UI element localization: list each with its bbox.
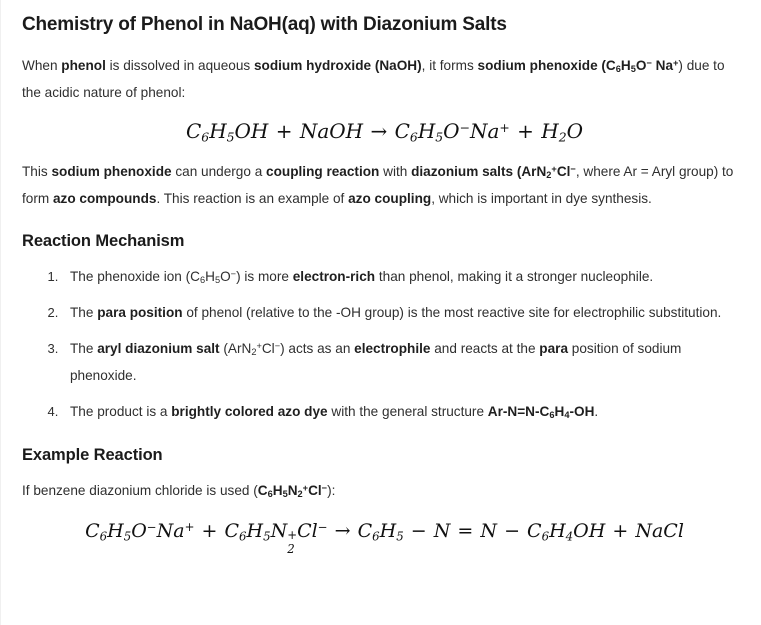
eq2-d-h-sub: 4	[565, 529, 574, 544]
step2-text-1: The	[70, 305, 98, 321]
eq2-arrow: →	[334, 520, 351, 543]
p2-text-6: , which is important in dye synthesis.	[431, 190, 652, 206]
eq1-rhs-c-sub: 6	[409, 129, 418, 145]
step3-text-3: ) acts as an	[280, 341, 355, 357]
eq1-rhs-c: C	[394, 118, 410, 143]
step1-sup-minus: −	[230, 269, 237, 280]
step3-bold-aryl-salt: aryl diazonium salt	[97, 341, 220, 357]
step1-sub-6: 6	[199, 275, 206, 286]
intro-bold-phenol: phenol	[61, 57, 106, 73]
example-h: H	[272, 482, 283, 498]
diazonium-sub-2: 2	[546, 169, 552, 180]
eq2-d-c-sub: 6	[541, 529, 550, 544]
phenoxide-sub-5: 5	[630, 63, 636, 74]
coupling-paragraph	[22, 159, 747, 213]
equation-phenoxide-formation	[22, 119, 747, 143]
eq2-a-h-sub: 5	[123, 529, 132, 544]
step2-text-2: of phenol (relative to the -OH group) is the most reactive site for electrophilic substitution.	[182, 305, 722, 321]
eq2-c-c-sub: 6	[372, 529, 380, 544]
p2-text-5: . This reaction is an example of	[156, 190, 349, 206]
left-edge-rule	[0, 0, 1, 625]
eq1-c-sub: 6	[201, 129, 210, 145]
equation-azo-coupling	[22, 520, 747, 557]
eq1-rhs-na: Na	[469, 118, 500, 143]
step4-text-1: The product is a	[70, 403, 172, 419]
eq1-naoh: NaOH	[299, 118, 364, 143]
step3-bold-electrophile: electrophile	[354, 341, 431, 357]
step1-text-3: than phenol, making it a stronger nucleophile.	[375, 269, 654, 285]
eq2-a-na-sup: +	[184, 520, 195, 535]
eq1-rhs-h: H	[417, 118, 436, 143]
phenoxide-sup-minus: −	[646, 57, 652, 68]
example-text-1: If benzene diazonium chloride is used (	[22, 482, 258, 498]
p2-bold-azo-compounds: azo compounds	[52, 190, 157, 206]
diazonium-cl: Cl	[556, 163, 571, 179]
phenoxide-pre: sodium phenoxide (C	[477, 57, 616, 73]
step4-bold-structure	[488, 404, 595, 419]
eq1-c: C	[185, 118, 202, 143]
eq2-c-h: H	[379, 520, 397, 543]
eq2-n-1: N	[433, 520, 451, 543]
mechanism-list	[22, 264, 747, 426]
intro-bold-phenoxide	[478, 58, 679, 73]
eq2-a-na: Na	[156, 520, 185, 543]
example-sup-plus: +	[302, 482, 309, 493]
eq2-a-o: O	[131, 520, 147, 543]
eq2-a-c: C	[85, 520, 100, 543]
step3-text-2: (ArN	[219, 341, 252, 357]
eq2-equals: =	[457, 520, 474, 543]
step3-cl: Cl	[261, 341, 275, 357]
example-lead-paragraph	[22, 478, 747, 505]
intro-bold-naoh: sodium hydroxide (NaOH)	[253, 57, 422, 73]
example-sub-5: 5	[282, 488, 288, 499]
step1-text-2: ) is more	[236, 269, 293, 285]
step2-bold-para-position: para position	[97, 305, 183, 321]
intro-text-4: ) due to the acidic nature of phenol:	[22, 57, 725, 100]
phenoxide-sub-6: 6	[615, 63, 621, 74]
eq2-b-h: H	[246, 520, 264, 543]
list-item	[62, 399, 747, 426]
eq1-h2o-o: O	[566, 118, 584, 143]
eq2-b-cl: Cl	[297, 520, 318, 543]
step3-sup-minus: −	[274, 341, 281, 352]
list-item	[62, 300, 747, 327]
eq2-plus-2: +	[612, 520, 629, 543]
page-title: Chemistry of Phenol in NaOH(aq) with Diazonium Salts	[22, 14, 507, 35]
p2-text-3: with	[379, 163, 412, 179]
eq2-b-c-sub: 6	[239, 529, 247, 544]
eq2-d-oh: OH	[573, 520, 606, 543]
example-sup-minus: −	[321, 482, 328, 493]
step3-text-4: and reacts at the	[430, 341, 540, 357]
intro-text-3: , it forms	[421, 57, 478, 73]
eq1-oh: OH	[234, 118, 269, 143]
intro-paragraph	[22, 53, 747, 107]
list-item	[62, 264, 747, 291]
example-cl: Cl	[308, 482, 322, 498]
structure-end: -OH	[569, 403, 595, 419]
structure-sub-6: 6	[549, 409, 555, 420]
p2-text-2: can undergo a	[171, 163, 267, 179]
example-text-2: ):	[327, 482, 336, 498]
eq2-b-n-sup: +	[287, 528, 298, 543]
eq1-h: H	[209, 118, 227, 143]
step3-sub-2: 2	[251, 347, 257, 358]
step4-bold-azo-dye: brightly colored azo dye	[171, 403, 328, 419]
example-n: N	[287, 482, 298, 498]
diazonium-pre: diazonium salts (ArN	[411, 163, 547, 179]
p2-text-4: , where Ar = Aryl group) to form	[22, 163, 734, 206]
phenoxide-o: O	[635, 57, 647, 73]
list-item	[62, 336, 747, 390]
eq2-a-h: H	[107, 520, 124, 543]
eq2-dash-1: −	[410, 520, 427, 543]
structure-h: H	[554, 403, 565, 419]
eq1-h-sub: 5	[226, 129, 235, 145]
eq2-a-o-sup: −	[146, 520, 157, 535]
step3-sup-plus: +	[256, 341, 262, 352]
step1-bold-electron-rich: electron-rich	[292, 269, 376, 285]
eq2-b-n: N	[270, 520, 288, 543]
eq2-b-c: C	[224, 520, 240, 543]
step4-text-3: .	[594, 403, 599, 419]
example-sub-6: 6	[267, 488, 273, 499]
step4-text-2: with the general structure	[327, 403, 488, 419]
p2-bold-phenoxide: sodium phenoxide	[51, 163, 172, 179]
eq2-n-2: N	[480, 520, 498, 543]
eq2-b-n-sub: 2	[287, 542, 295, 557]
step1-sub-5: 5	[214, 275, 221, 286]
eq1-rhs-h-sub: 5	[435, 129, 444, 145]
eq2-b-h-sub: 5	[263, 529, 271, 544]
p2-bold-azo-coupling: azo coupling	[348, 190, 432, 206]
step1-text-1: The phenoxide ion (C	[70, 269, 200, 285]
eq2-plus-1: +	[201, 520, 218, 543]
eq1-plus-1: +	[275, 118, 293, 143]
eq1-plus-2: +	[517, 118, 534, 143]
example-sub-2: 2	[297, 488, 303, 499]
p2-text-1: This	[22, 163, 52, 179]
diazonium-sup-minus: −	[570, 163, 576, 174]
eq2-c-c: C	[357, 520, 373, 543]
section-title-mechanism: Reaction Mechanism	[22, 232, 185, 251]
step3-text-1: The	[70, 341, 98, 357]
example-bold-formula	[258, 483, 327, 498]
eq1-rhs-o-sup: −	[459, 119, 470, 135]
eq1-arrow: →	[370, 118, 388, 143]
phenoxide-na: Na	[651, 57, 674, 73]
eq2-a-c-sub: 6	[99, 529, 108, 544]
diazonium-sup-plus: +	[551, 163, 557, 174]
step1-o: O	[220, 269, 231, 285]
eq1-h2o-sub: 2	[558, 129, 567, 145]
structure-pre: Ar-N=N-C	[487, 403, 550, 419]
p2-bold-coupling: coupling reaction	[266, 163, 380, 179]
eq1-rhs-na-sup: +	[499, 119, 510, 135]
step3-text-5: position of sodium phenoxide.	[70, 341, 682, 383]
eq2-nacl: NaCl	[635, 520, 684, 543]
section-title-example: Example Reaction	[22, 445, 163, 464]
structure-sub-4: 4	[564, 409, 570, 420]
eq2-d-h: H	[549, 520, 566, 543]
eq1-h2o-h: H	[541, 118, 559, 143]
example-c: C	[257, 482, 268, 498]
intro-text-1: When	[22, 57, 62, 73]
eq2-c-h-sub: 5	[396, 529, 404, 544]
eq2-d-c: C	[527, 520, 542, 543]
phenoxide-sup-plus: +	[673, 57, 679, 68]
phenoxide-h: H	[620, 57, 631, 73]
eq1-rhs-o: O	[443, 118, 460, 143]
p2-bold-diazonium	[411, 164, 576, 179]
eq2-b-cl-sup: −	[317, 520, 328, 535]
eq2-dash-2: −	[504, 520, 520, 543]
step1-h: H	[205, 269, 215, 285]
step3-bold-para: para	[539, 341, 569, 357]
intro-text-2: is dissolved in aqueous	[105, 57, 254, 73]
